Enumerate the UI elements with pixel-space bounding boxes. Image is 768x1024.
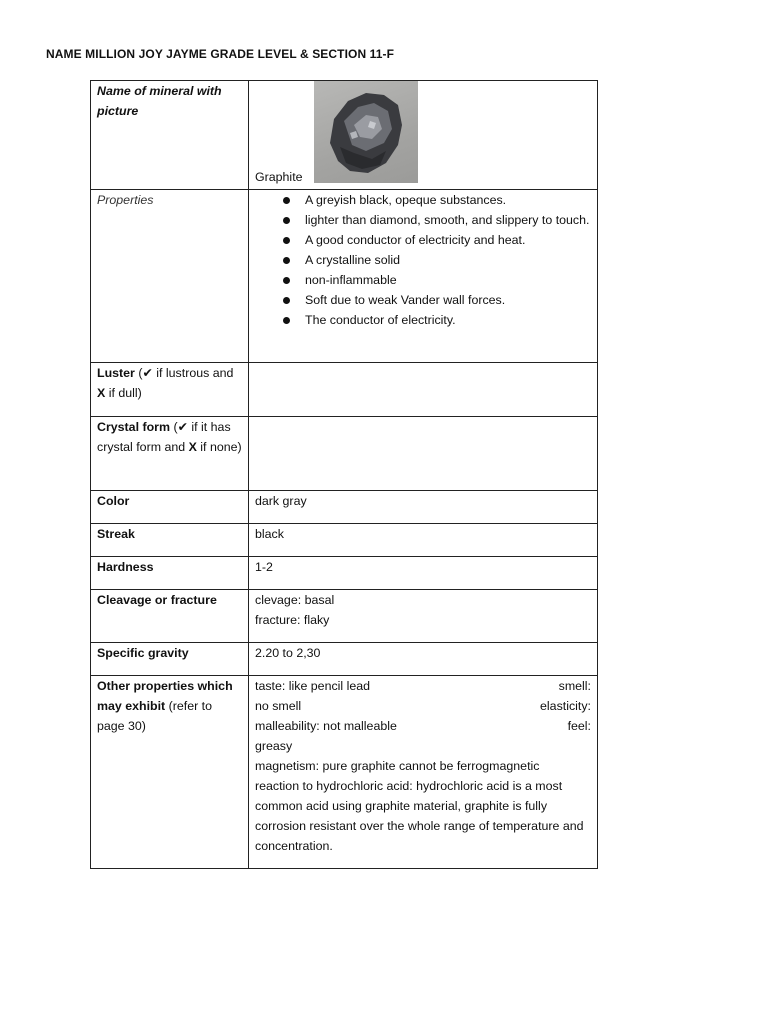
property-item: A good conductor of electricity and heat. <box>305 230 591 250</box>
crystal-label-bold: Crystal form <box>97 420 170 434</box>
properties-list <box>255 190 591 330</box>
value-color: dark gray <box>249 491 598 524</box>
luster-label-text-end: if dull) <box>105 386 142 400</box>
row-mineral <box>91 81 598 190</box>
value-other-properties <box>249 676 598 869</box>
value-mineral <box>249 81 598 190</box>
value-streak: black <box>249 524 598 557</box>
feel-label: feel: <box>567 719 591 733</box>
label-other-properties <box>91 676 249 869</box>
row-luster <box>91 363 598 417</box>
value-hardness: 1-2 <box>249 557 598 590</box>
row-specific-gravity <box>91 643 598 676</box>
row-other-properties <box>91 676 598 869</box>
row-color <box>91 491 598 524</box>
row-properties <box>91 190 598 363</box>
value-specific-gravity: 2.20 to 2,30 <box>249 643 598 676</box>
property-item: Soft due to weak Vander wall forces. <box>305 290 591 310</box>
luster-label-bold: Luster <box>97 366 135 380</box>
label-streak <box>91 524 249 557</box>
smell-value: no smell <box>255 699 302 713</box>
feel-value: greasy <box>255 739 293 753</box>
gravity-label-text: Specific gravity <box>97 646 189 660</box>
graphite-rock-icon <box>314 81 418 183</box>
property-item: The conductor of electricity. <box>305 310 591 330</box>
luster-label-text: (✔ if lustrous and <box>134 366 234 380</box>
property-item: A greyish black, opeque substances. <box>305 190 591 210</box>
label-crystal-form <box>91 417 249 491</box>
row-hardness <box>91 557 598 590</box>
properties-label-text: Properties <box>97 193 154 207</box>
value-crystal-form <box>249 417 598 491</box>
malleability-value: malleability: not malleable <box>255 719 397 733</box>
mineral-name: Graphite <box>255 170 303 184</box>
label-mineral <box>91 81 249 190</box>
value-cleavage <box>249 590 598 643</box>
property-item: non-inflammable <box>305 270 591 290</box>
property-item: lighter than diamond, smooth, and slippery to touch. <box>305 210 591 230</box>
graphite-photo <box>314 81 418 183</box>
hcl-reaction-value: reaction to hydrochloric acid: hydrochloric acid is a most common acid using graphite material, graphite is fully corrosion resistant over the whole range of temperature and concentration. <box>255 779 584 853</box>
luster-label-x: X <box>97 386 106 400</box>
other-line <box>255 716 591 736</box>
cleavage-label-text: Cleavage or fracture <box>97 593 217 607</box>
cleavage-value: clevage: basal <box>255 593 335 607</box>
label-luster <box>91 363 249 417</box>
other-label-bold: Other properties which may exhibit <box>97 679 233 713</box>
smell-label: smell: <box>558 679 591 693</box>
crystal-label-text-end: if none) <box>196 440 242 454</box>
elasticity-label: elasticity: <box>540 699 591 713</box>
label-color <box>91 491 249 524</box>
other-label-text: (refer to page 30) <box>97 699 213 733</box>
other-line <box>255 676 591 696</box>
value-luster <box>249 363 598 417</box>
mineral-label-text: Name of mineral with picture <box>97 84 222 118</box>
value-properties <box>249 190 598 363</box>
label-properties <box>91 190 249 363</box>
row-streak <box>91 524 598 557</box>
mineral-table <box>90 80 598 869</box>
crystal-label-text: (✔ if it has crystal form and <box>97 420 231 454</box>
color-label-text: Color <box>97 494 130 508</box>
taste-value: taste: like pencil lead <box>255 679 371 693</box>
crystal-label-x: X <box>188 440 197 454</box>
magnetism-value: magnetism: pure graphite cannot be ferrogmagnetic <box>255 759 540 773</box>
streak-label-text: Streak <box>97 527 135 541</box>
label-specific-gravity <box>91 643 249 676</box>
label-hardness <box>91 557 249 590</box>
hardness-label-text: Hardness <box>97 560 154 574</box>
document-header: NAME MILLION JOY JAYME GRADE LEVEL & SECTION 11-F <box>46 47 395 61</box>
label-cleavage <box>91 590 249 643</box>
row-cleavage <box>91 590 598 643</box>
other-line <box>255 696 591 716</box>
property-item: A crystalline solid <box>305 250 591 270</box>
fracture-value: fracture: flaky <box>255 613 330 627</box>
row-crystal-form <box>91 417 598 491</box>
